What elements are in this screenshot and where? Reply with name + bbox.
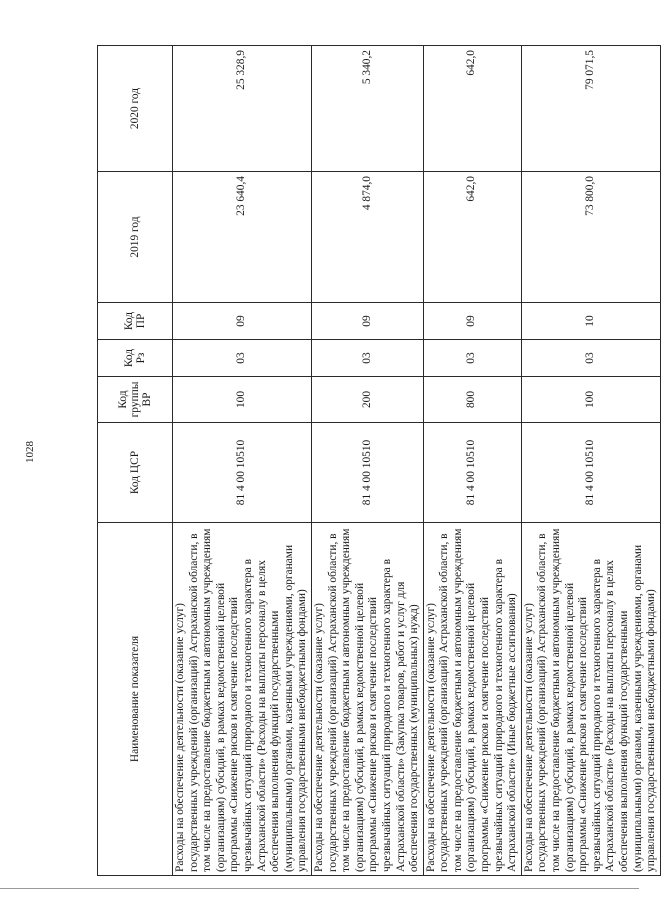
row-2020: 79 071,5	[521, 46, 660, 172]
table-row	[521, 46, 660, 876]
row-csr: 81 4 00 10510	[311, 423, 423, 523]
row-name: Расходы на обеспечение деятельности (оказание услуг) государственных учреждений (организаций) Астраханской области, в том числе на предоставление бюджетным и автономным учреждениям (организациям) субсидий, в рамках ведомственной целевой программы «Снижение рисков и смягчение последствий чрезвычайных ситуаций природного и техногенного характера в Астраханской области» (Расходы на выплаты персоналу в целях обеспечения выполнения функций государственными (муниципальными) органами, казенными учреждениями, органами управления государственными внебюджетными фондами)	[173, 523, 312, 876]
row-rz: 03	[423, 340, 521, 377]
header-rz: Код Рз	[98, 340, 173, 377]
header-name: Наименование показателя	[98, 523, 173, 876]
table-header-row	[98, 46, 173, 876]
table-row	[311, 46, 423, 876]
page-number: 1028	[24, 441, 36, 463]
header-vr: Код группы ВР	[98, 377, 173, 423]
row-pr: 09	[423, 303, 521, 340]
row-2020: 25 328,9	[173, 46, 312, 172]
table-row	[173, 46, 312, 876]
header-2019: 2019 год	[98, 172, 173, 303]
header-csr: Код ЦСР	[98, 423, 173, 523]
scan-bottom-edge	[0, 888, 639, 889]
header-pr: Код ПР	[98, 303, 173, 340]
row-vr: 100	[173, 377, 312, 423]
row-2020: 5 340,2	[311, 46, 423, 172]
row-2020: 642,0	[423, 46, 521, 172]
row-pr: 10	[521, 303, 660, 340]
row-csr: 81 4 00 10510	[173, 423, 312, 523]
row-vr: 100	[521, 377, 660, 423]
row-2019: 73 800,0	[521, 172, 660, 303]
row-rz: 03	[311, 340, 423, 377]
row-csr: 81 4 00 10510	[423, 423, 521, 523]
row-name: Расходы на обеспечение деятельности (оказание услуг) государственных учреждений (организаций) Астраханской области, в том числе на предоставление бюджетным и автономным учреждениям (организациям) субсидий, в рамках ведомственной целевой программы «Снижение рисков и смягчение последствий чрезвычайных ситуаций природного и техногенного характера в Астраханской области» (Иные бюджетные ассигнования)	[423, 523, 521, 876]
row-pr: 09	[173, 303, 312, 340]
row-2019: 642,0	[423, 172, 521, 303]
table-row	[423, 46, 521, 876]
budget-table	[97, 45, 661, 876]
row-pr: 09	[311, 303, 423, 340]
row-name: Расходы на обеспечение деятельности (оказание услуг) государственных учреждений (организаций) Астраханской области, в том числе на предоставление бюджетным и автономным учреждениям (организациям) субсидий, в рамках ведомственной целевой программы «Снижение рисков и смягчение последствий чрезвычайных ситуаций природного и техногенного характера в Астраханской области» (Закупка товаров, работ и услуг для обеспечения государственных (муниципальных) нужд)	[311, 523, 423, 876]
rotated-page-content	[97, 46, 658, 876]
row-2019: 23 640,4	[173, 172, 312, 303]
row-name: Расходы на обеспечение деятельности (оказание услуг) государственных учреждений (организаций) Астраханской области, в том числе на предоставление бюджетным и автономным учреждениям (организациям) субсидий, в рамках ведомственной целевой программы «Снижение рисков и смягчение последствий чрезвычайных ситуаций природного и техногенного характера в Астраханской области» (Расходы на выплаты персоналу в целях обеспечения выполнения функций государственными (муниципальными) органами, казенными учреждениями, органами управления государственными внебюджетными фондами)	[521, 523, 660, 876]
row-vr: 800	[423, 377, 521, 423]
header-2020: 2020 год	[98, 46, 173, 172]
row-rz: 03	[173, 340, 312, 377]
row-vr: 200	[311, 377, 423, 423]
row-2019: 4 874,0	[311, 172, 423, 303]
row-csr: 81 4 00 10510	[521, 423, 660, 523]
row-rz: 03	[521, 340, 660, 377]
